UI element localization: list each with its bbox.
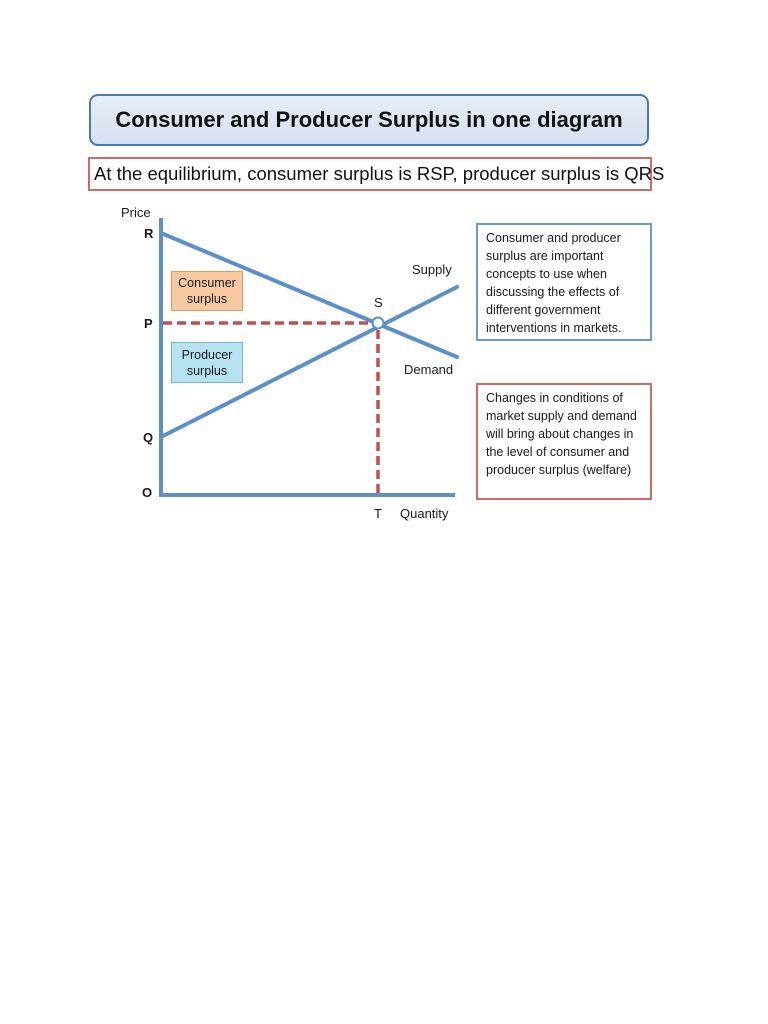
label-s: S [374, 295, 383, 310]
supply-label: Supply [412, 262, 452, 277]
equilibrium-point [373, 318, 384, 329]
subtitle-text: At the equilibrium, consumer surplus is RSP, producer surplus is QRS [94, 163, 665, 184]
label-q: Q [143, 430, 154, 445]
label-p: P [144, 316, 153, 331]
x-axis-label: Quantity [400, 506, 449, 521]
consumer-surplus-line-1: Consumer [178, 276, 236, 290]
producer-surplus-line-1: Producer [181, 347, 233, 362]
consumer-surplus-label [171, 271, 243, 311]
label-t: T [374, 506, 382, 521]
page-title: Consumer and Producer Surplus in one diagram [115, 107, 623, 132]
label-o: O [142, 485, 153, 500]
demand-label: Demand [404, 362, 454, 377]
consumer-surplus-line-2: surplus [186, 292, 228, 306]
producer-surplus-label [171, 342, 243, 383]
producer-surplus-line-2: surplus [186, 363, 228, 378]
note-changes-in-conditions: Changes in conditions of market supply and demand will bring about changes in the level of consumer and producer surplus (welfare) [476, 383, 652, 500]
label-r: R [144, 226, 154, 241]
note-government-interventions: Consumer and producer surplus are important concepts to use when discussing the effects of different government interventions in markets. [476, 223, 652, 341]
y-axis-label: Price [121, 205, 151, 220]
